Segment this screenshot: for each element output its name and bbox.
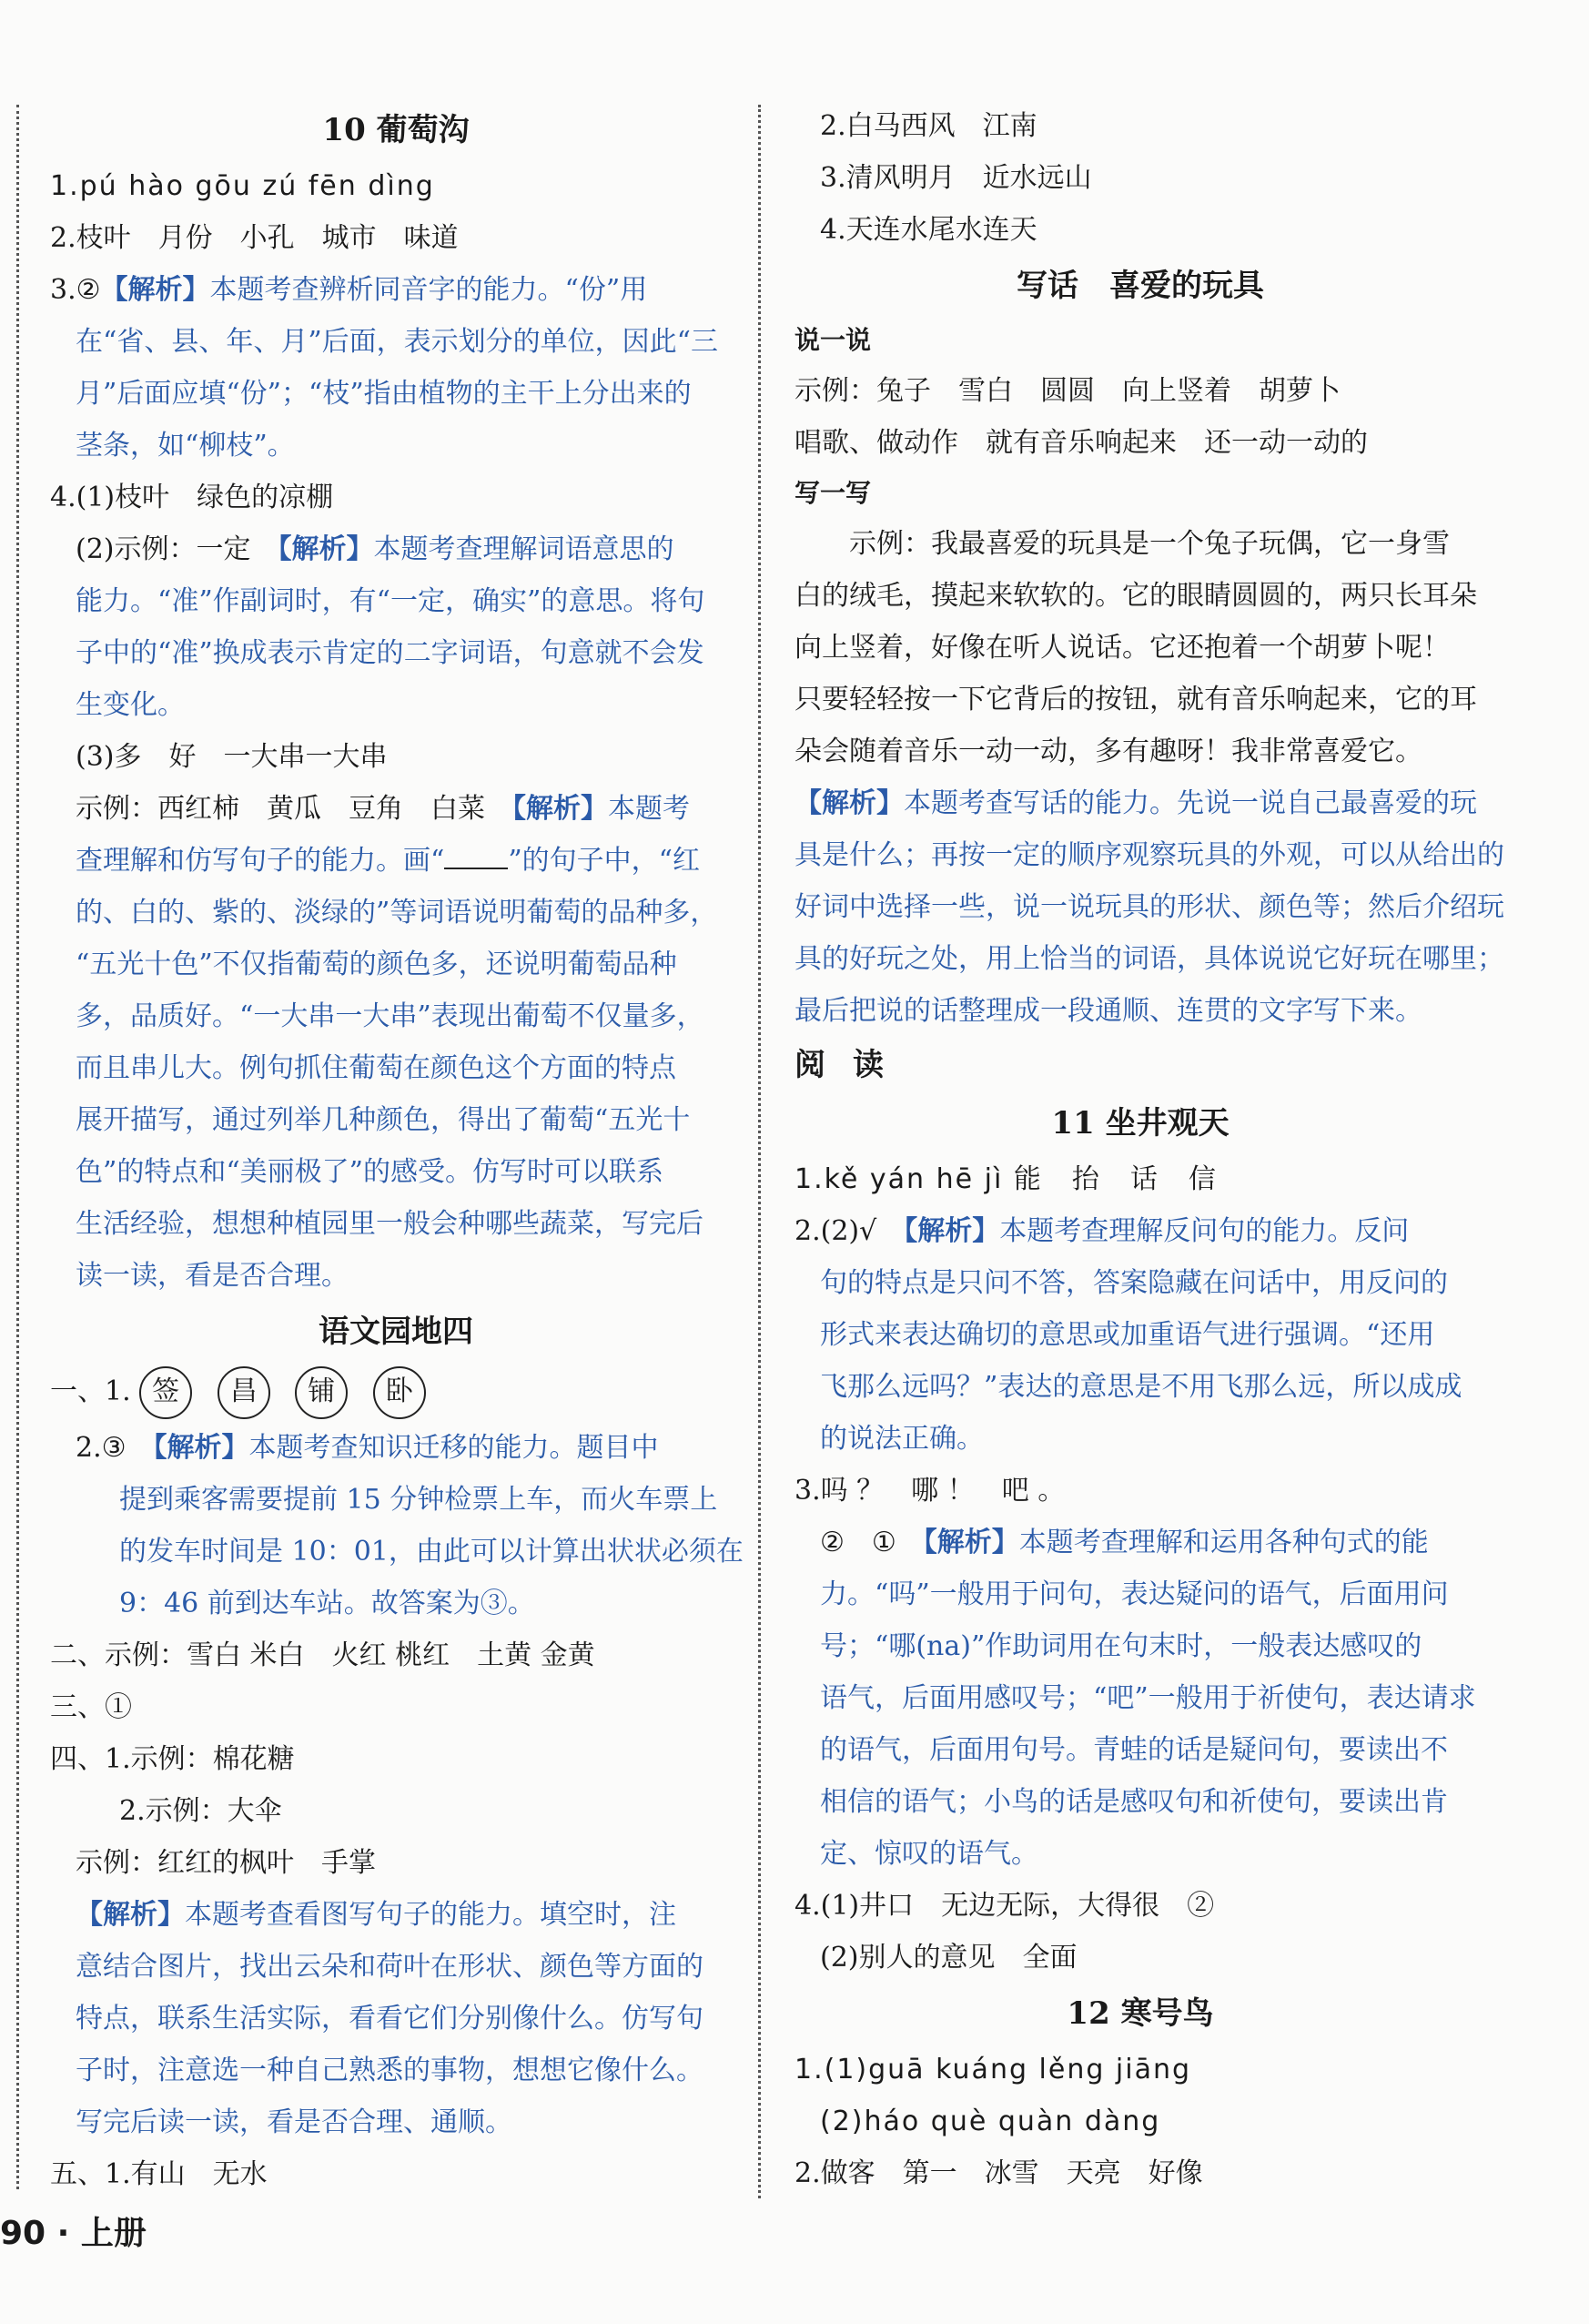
shuo-line: 唱歌、做动作 就有音乐响起来 还一动一动的 [794, 427, 1368, 459]
lesson-11-q3: 3.吗 ？ 哪 ！ 吧 。 [794, 1475, 1066, 1507]
xie-paragraph: 只要轻轻按一下它背后的按钮，就有音乐响起来，它的耳 [794, 684, 1477, 715]
xie-paragraph: 向上竖着，好像在听人说话。它还抱着一个胡萝卜呢！ [794, 632, 1450, 664]
yuandi-si-1: 四、1.示例：棉花糖 [50, 1743, 295, 1775]
answer-line: 3.清风明月 近水远山 [820, 162, 1092, 194]
yuandi-q2: 2.③ 【解析】本题考查知识迁移的能力。题目中 [76, 1432, 659, 1464]
lesson-10-q3-analysis: 月”后面应填“份”；“枝”指由植物的主干上分出来的 [76, 378, 692, 410]
lesson-11-q3-analysis: 的语气，后面用句号。青蛙的话是疑问句，要读出不 [820, 1734, 1448, 1766]
xiehua-analysis: 好词中选择一些，说一说玩具的形状、颜色等；然后介绍玩 [794, 891, 1504, 923]
lesson-11-title: 11 坐井观天 [1051, 1105, 1230, 1142]
lesson-11-q2-analysis: 的说法正确。 [820, 1423, 984, 1455]
lesson-10-q4-3-analysis: 生活经验，想想种植园里一般会种哪些蔬菜，写完后 [76, 1208, 703, 1240]
lesson-10-q4-2: (2)示例：一定 【解析】本题考查理解词语意思的 [76, 533, 674, 565]
circled-char: 昌 [218, 1366, 270, 1419]
xie-paragraph: 示例：我最喜爱的玩具是一个兔子玩偶，它一身雪 [849, 528, 1450, 560]
lesson-11-q2: 2.(2)√ 【解析】本题考查理解反问句的能力。反问 [794, 1215, 1410, 1247]
lesson-11-q3-analysis: 相信的语气；小鸟的话是感叹句和祈使句，要读出肯 [820, 1786, 1448, 1818]
xiehua-analysis: 具是什么；再按一定的顺序观察玩具的外观，可以从给出的 [794, 839, 1504, 871]
lesson-10-q2: 2.枝叶 月份 小孔 城市 味道 [50, 222, 459, 254]
xiehua-analysis: 具的好玩之处，用上恰当的词语，具体说说它好玩在哪里； [794, 943, 1504, 975]
lesson-10-q4-3-analysis: 的、白的、紫的、淡绿的”等词语说明葡萄的品种多， [76, 897, 718, 929]
answer-line: 2.白马西风 江南 [820, 110, 1037, 142]
lesson-11-q2-analysis: 形式来表达确切的意思或加重语气进行强调。“还用 [820, 1319, 1435, 1351]
lesson-11-q3-answer: ② ① 【解析】本题考查理解和运用各种句式的能 [820, 1527, 1429, 1558]
lesson-12-title: 12 寒号鸟 [1067, 1995, 1214, 2032]
xiehua-title: 写话 喜爱的玩具 [1017, 268, 1264, 304]
yuandi-q2-analysis: 提到乘客需要提前 15 分钟检票上车，而火车票上 [119, 1484, 718, 1516]
column-divider [758, 105, 761, 2198]
shuo-line: 示例：兔子 雪白 圆圆 向上竖着 胡萝卜 [794, 375, 1341, 407]
lesson-11-q3-analysis: 力。“吗”一般用于问句，表达疑问的语气，后面用问 [820, 1578, 1449, 1610]
lesson-10-q4-3-analysis: 读一读，看是否合理。 [76, 1260, 349, 1292]
lesson-10-q4-2-analysis: 生变化。 [76, 689, 185, 721]
underline-blank [444, 844, 508, 869]
lesson-10-title: 10 葡萄沟 [322, 112, 470, 148]
yuandi-q2-analysis: 的发车时间是 10：01，由此可以计算出状状必须在 [119, 1536, 744, 1568]
circled-char: 铺 [295, 1366, 348, 1419]
lesson-11-q3-analysis: 号；“哪(na)”作助词用在句末时，一般表达感叹的 [820, 1630, 1422, 1662]
yuandi-si-analysis: 特点，联系生活实际，看看它们分别像什么。仿写句 [76, 2003, 703, 2035]
lesson-11-q3-analysis: 语气，后面用感叹号；“吧”一般用于祈使句，表达请求 [820, 1682, 1476, 1714]
lesson-10-q4-3-analysis: 多，品质好。“一大串一大串”表现出葡萄不仅量多， [76, 1000, 704, 1032]
lesson-12-q1-1: 1.(1)guā kuáng lěng jiāng [794, 2054, 1192, 2086]
yuandi-si-3: 示例：红红的枫叶 手掌 [76, 1847, 376, 1879]
lesson-10-q4-2-analysis: 能力。“准”作副词时，有“一定，确实”的意思。将句 [76, 585, 705, 617]
lesson-10-q4-3-analysis: 色”的特点和“美丽极了”的感受。仿写时可以联系 [76, 1156, 664, 1188]
yuwen-yuandi-title: 语文园地四 [319, 1314, 473, 1350]
yuandi-q2-analysis: 9：46 前到达车站。故答案为③。 [119, 1588, 535, 1619]
yuandi-q1: 一、1. 签 昌 铺 卧 [50, 1362, 742, 1422]
lesson-11-q1: 1.kě yán hē jì 能 抬 话 信 [794, 1163, 1218, 1195]
xiehua-analysis: 【解析】本题考查写话的能力。先说一说自己最喜爱的玩 [794, 787, 1477, 819]
right-column [794, 100, 1504, 2199]
lesson-10-q4-3-analysis: 查理解和仿写句子的能力。画“ ”的句子中，“红 [76, 845, 701, 877]
lesson-11-q3-analysis: 定、惊叹的语气。 [820, 1838, 1038, 1870]
lesson-10-q4-1: 4.(1)枝叶 绿色的凉棚 [50, 482, 334, 513]
yuandi-si-analysis: 子时，注意选一种自己熟悉的事物，想想它像什么。 [76, 2055, 703, 2086]
answer-line: 4.天连水尾水连天 [820, 214, 1037, 246]
yuandi-si-analysis: 【解析】本题考查看图写句子的能力。填空时，注 [76, 1899, 676, 1931]
lesson-10-q4-3-analysis: 而且串儿大。例句抓住葡萄在颜色这个方面的特点 [76, 1052, 676, 1084]
yuandi-wu: 五、1.有山 无水 [50, 2158, 268, 2190]
lesson-10-q3-analysis: 茎条，如“柳枝”。 [76, 430, 295, 462]
lesson-10-q3-analysis: 在“省、县、年、月”后面，表示划分的单位，因此“三 [76, 326, 719, 358]
xie-paragraph: 白的绒毛，摸起来软软的。它的眼睛圆圆的，两只长耳朵 [794, 580, 1477, 612]
lesson-10-q1: 1.pú hào gōu zú fēn dìng [50, 170, 435, 202]
lesson-12-q2: 2.做客 第一 冰雪 天亮 好像 [794, 2157, 1203, 2189]
lesson-10-q4-3-analysis: “五光十色”不仅指葡萄的颜色多，还说明葡萄品种 [76, 949, 677, 980]
yuandi-er: 二、示例：雪白 米白 火红 桃红 土黄 金黄 [50, 1639, 595, 1671]
yuandi-si-analysis: 写完后读一读，看是否合理、通顺。 [76, 2106, 512, 2138]
lesson-10-q4-3-example: 示例：西红柿 黄瓜 豆角 白菜 【解析】本题考 [76, 793, 690, 825]
yuandi-si-analysis: 意结合图片，找出云朵和荷叶在形状、颜色等方面的 [76, 1951, 703, 1983]
reading-section-heading: 阅读 [794, 1047, 911, 1083]
lesson-12-q1-2: (2)háo què quàn dàng [820, 2106, 1161, 2137]
lesson-10-q4-2-analysis: 子中的“准”换成表示肯定的二字词语，句意就不会发 [76, 637, 704, 669]
left-column [50, 100, 742, 2200]
lesson-11-q4-2: (2)别人的意见 全面 [820, 1942, 1078, 1974]
lesson-11-q2-analysis: 飞那么远吗？”表达的意思是不用飞那么远，所以成成 [820, 1371, 1462, 1403]
shuo-yi-shuo-heading: 说一说 [794, 325, 872, 355]
circled-char: 卧 [373, 1366, 426, 1419]
left-margin-dots [16, 105, 19, 2189]
lesson-10-q4-3-analysis: 展开描写，通过列举几种颜色，得出了葡萄“五光十 [76, 1104, 691, 1136]
yuandi-si-2: 2.示例：大伞 [119, 1795, 282, 1827]
lesson-11-q2-analysis: 句的特点是只问不答，答案隐藏在问话中，用反问的 [820, 1267, 1448, 1299]
lesson-11-q4-1: 4.(1)井口 无边无际，大得很 ② [794, 1890, 1215, 1922]
xiehua-analysis: 最后把说的话整理成一段通顺、连贯的文字写下来。 [794, 995, 1422, 1027]
yuandi-san: 三、① [50, 1691, 132, 1723]
page-footer: 90 · 上册 [0, 2215, 147, 2252]
lesson-10-q3: 3.②【解析】本题考查辨析同音字的能力。“份”用 [50, 274, 648, 306]
circled-char: 签 [139, 1366, 192, 1419]
xie-paragraph: 朵会随着音乐一动一动，多有趣呀！我非常喜爱它。 [794, 736, 1422, 767]
lesson-10-q4-3: (3)多 好 一大串一大串 [76, 741, 388, 773]
xie-yi-xie-heading: 写一写 [794, 478, 872, 508]
